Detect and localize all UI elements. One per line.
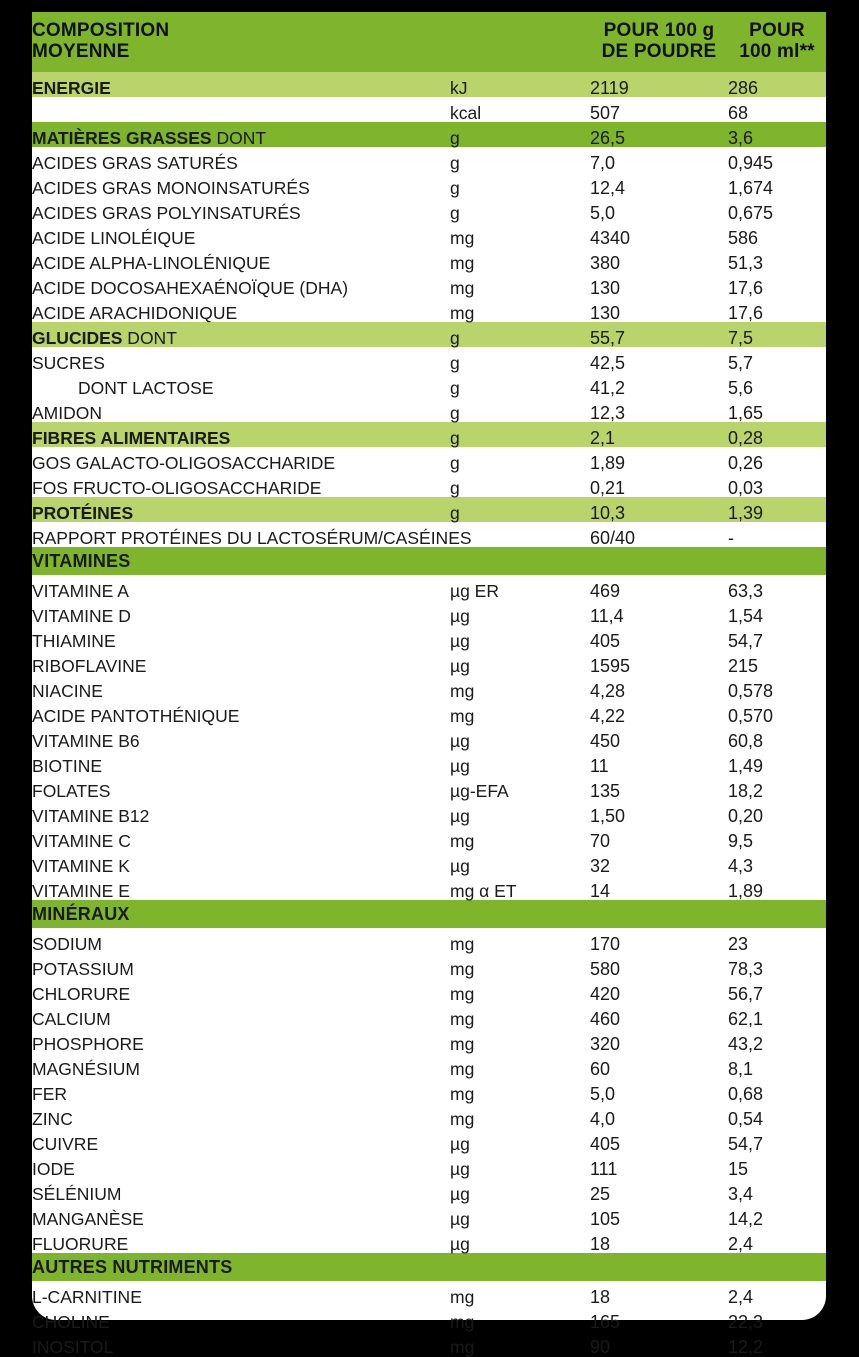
row-value-per-100g: 105 xyxy=(590,1209,621,1229)
row-value-per-100g: 60 xyxy=(590,1059,611,1079)
row-unit: g xyxy=(450,502,460,523)
row-value-per-100ml: 3,6 xyxy=(728,128,754,148)
table-row xyxy=(32,522,826,547)
row-value-per-100ml: 1,39 xyxy=(728,503,764,523)
row-unit: mg xyxy=(450,1083,475,1104)
row-unit: g xyxy=(450,477,460,498)
row-unit: mg xyxy=(450,1058,475,1079)
row-value-per-100ml: 3,4 xyxy=(728,1184,754,1204)
table-section-header xyxy=(32,900,826,928)
row-unit: µg xyxy=(450,755,470,776)
row-unit: mg xyxy=(450,705,475,726)
row-unit: g xyxy=(450,127,460,148)
row-value-per-100ml: 215 xyxy=(728,656,759,676)
table-row xyxy=(32,953,826,978)
table-row xyxy=(32,800,826,825)
row-unit: mg xyxy=(450,277,475,298)
row-value-per-100g: 580 xyxy=(590,959,621,979)
header-per-100g-line1: POUR 100 g xyxy=(603,20,715,42)
row-value-per-100ml: 43,2 xyxy=(728,1034,764,1054)
row-value-per-100g: 11 xyxy=(590,756,609,776)
row-unit: mg xyxy=(450,1108,475,1129)
row-label: GLUCIDES DONT xyxy=(32,327,177,348)
row-label: FER xyxy=(32,1083,67,1104)
table-header xyxy=(32,12,826,72)
table-row xyxy=(32,1053,826,1078)
row-unit: g xyxy=(450,202,460,223)
row-value-per-100ml: 4,3 xyxy=(728,856,754,876)
row-value-per-100ml: 586 xyxy=(728,228,759,248)
row-label: POTASSIUM xyxy=(32,958,134,979)
row-value-per-100g xyxy=(590,900,728,928)
row-value-per-100ml: 17,6 xyxy=(728,278,764,298)
row-value-per-100ml: 63,3 xyxy=(728,581,764,601)
row-unit: mg xyxy=(450,1336,475,1357)
row-value-per-100g: 4,22 xyxy=(590,706,626,726)
table-row xyxy=(32,1153,826,1178)
row-unit: g xyxy=(450,452,460,473)
row-value-per-100g: 18 xyxy=(590,1287,611,1307)
row-value-per-100g xyxy=(590,1253,728,1281)
row-value-per-100g: 507 xyxy=(590,103,621,123)
row-label: FLUORURE xyxy=(32,1233,129,1254)
header-per-100ml xyxy=(728,12,826,72)
table-row xyxy=(32,247,826,272)
table-row xyxy=(32,725,826,750)
row-value-per-100g: 10,3 xyxy=(590,503,626,523)
table-row xyxy=(32,875,826,900)
row-label: RAPPORT PROTÉINES DU LACTOSÉRUM/CASÉINES xyxy=(32,527,472,548)
row-label: AMIDON xyxy=(32,402,102,423)
row-value-per-100g: 420 xyxy=(590,984,621,1004)
row-value-per-100ml xyxy=(728,1253,826,1281)
row-value-per-100ml: 68 xyxy=(728,103,749,123)
row-unit: µg xyxy=(450,655,470,676)
row-value-per-100g: 5,0 xyxy=(590,203,616,223)
row-value-per-100ml: 51,3 xyxy=(728,253,764,273)
row-value-per-100ml: 23 xyxy=(728,934,749,954)
table-row xyxy=(32,1203,826,1228)
row-label: CHOLINE xyxy=(32,1311,110,1332)
row-label: ACIDE DOCOSAHEXAÉNOÏQUE (DHA) xyxy=(32,277,349,298)
row-label-suffix: DONT xyxy=(211,127,267,148)
row-label: BIOTINE xyxy=(32,755,103,776)
row-label: MINÉRAUX xyxy=(32,904,130,924)
row-value-per-100g: 4,28 xyxy=(590,681,626,701)
row-value-per-100ml: 0,03 xyxy=(728,478,764,498)
row-unit: g xyxy=(450,402,460,423)
row-unit: µg-EFA xyxy=(450,780,509,801)
header-per-100g-line2: DE POUDRE xyxy=(601,41,717,62)
row-value-per-100ml: 60,8 xyxy=(728,731,764,751)
table-row xyxy=(32,600,826,625)
row-label: SÉLÉNIUM xyxy=(32,1183,122,1204)
table-header-row xyxy=(32,12,826,72)
row-label: CHLORURE xyxy=(32,983,131,1004)
row-unit: µg xyxy=(450,1133,470,1154)
row-value-per-100ml: 5,7 xyxy=(728,353,754,373)
row-unit: mg α ET xyxy=(450,880,517,901)
row-label: SODIUM xyxy=(32,933,102,954)
table-row xyxy=(32,322,826,347)
row-unit: µg xyxy=(450,1208,470,1229)
table-row xyxy=(32,97,826,122)
row-unit xyxy=(450,900,590,928)
table-row xyxy=(32,1003,826,1028)
row-value-per-100g: 320 xyxy=(590,1034,621,1054)
row-value-per-100ml: 7,5 xyxy=(728,328,754,348)
nutrition-table-card xyxy=(32,12,826,1357)
row-unit: mg xyxy=(450,1311,475,1332)
row-unit: mg xyxy=(450,1286,475,1307)
row-value-per-100g: 12,4 xyxy=(590,178,626,198)
row-value-per-100g: 55,7 xyxy=(590,328,626,348)
table-row xyxy=(32,222,826,247)
row-value-per-100ml: 1,65 xyxy=(728,403,764,423)
row-value-per-100ml: 62,1 xyxy=(728,1009,764,1029)
table-row xyxy=(32,1281,826,1306)
row-label: L-CARNITINE xyxy=(32,1286,142,1307)
row-value-per-100ml: 1,89 xyxy=(728,881,764,901)
row-value-per-100ml: 17,6 xyxy=(728,303,764,323)
table-row xyxy=(32,297,826,322)
row-value-per-100g: 18 xyxy=(590,1234,611,1254)
row-value-per-100g: 1,50 xyxy=(590,806,626,826)
table-row xyxy=(32,1103,826,1128)
row-value-per-100g: 25 xyxy=(590,1184,611,1204)
table-row xyxy=(32,347,826,372)
row-value-per-100ml: 56,7 xyxy=(728,984,764,1004)
row-unit: mg xyxy=(450,958,475,979)
row-value-per-100ml: 1,674 xyxy=(728,178,774,198)
row-value-per-100g: 14 xyxy=(590,881,611,901)
row-unit: µg xyxy=(450,630,470,651)
row-value-per-100g: 70 xyxy=(590,831,611,851)
row-value-per-100ml: 15 xyxy=(728,1159,749,1179)
row-value-per-100g: 60/40 xyxy=(590,528,636,548)
table-section-header xyxy=(32,547,826,575)
row-unit: mg xyxy=(450,830,475,851)
table-row xyxy=(32,197,826,222)
row-unit: mg xyxy=(450,983,475,1004)
row-value-per-100g: 460 xyxy=(590,1009,621,1029)
row-value-per-100ml xyxy=(728,547,826,575)
row-label: ACIDE ALPHA-LINOLÉNIQUE xyxy=(32,252,271,273)
table-row xyxy=(32,650,826,675)
row-value-per-100ml: 0,28 xyxy=(728,428,764,448)
row-unit: g xyxy=(450,352,460,373)
row-value-per-100ml: 1,54 xyxy=(728,606,764,626)
row-value-per-100g: 405 xyxy=(590,631,621,651)
row-value-per-100ml: 286 xyxy=(728,78,759,98)
table-row xyxy=(32,472,826,497)
row-value-per-100ml: 78,3 xyxy=(728,959,764,979)
table-row xyxy=(32,1128,826,1153)
row-label: ACIDE ARACHIDONIQUE xyxy=(32,302,238,323)
row-value-per-100ml: 9,5 xyxy=(728,831,754,851)
table-row xyxy=(32,978,826,1003)
row-value-per-100g: 2,1 xyxy=(590,428,616,448)
table-row xyxy=(32,122,826,147)
row-value-per-100g: 90 xyxy=(590,1337,611,1357)
row-label: VITAMINE K xyxy=(32,855,130,876)
row-value-per-100g: 1595 xyxy=(590,656,631,676)
row-unit: mg xyxy=(450,680,475,701)
table-row xyxy=(32,72,826,97)
row-unit: g xyxy=(450,427,460,448)
row-unit: g xyxy=(450,327,460,348)
row-value-per-100g: 7,0 xyxy=(590,153,616,173)
row-value-per-100ml xyxy=(728,900,826,928)
row-value-per-100ml: 0,945 xyxy=(728,153,774,173)
row-unit: g xyxy=(450,377,460,398)
row-value-per-100ml: - xyxy=(728,528,734,548)
row-value-per-100g: 12,3 xyxy=(590,403,626,423)
row-unit: kJ xyxy=(450,77,468,98)
table-row xyxy=(32,1028,826,1053)
table-body xyxy=(32,72,826,1356)
row-value-per-100g: 170 xyxy=(590,934,621,954)
row-label: DONT LACTOSE xyxy=(78,377,214,398)
row-label: ACIDES GRAS POLYINSATURÉS xyxy=(32,202,301,223)
row-value-per-100g: 4340 xyxy=(590,228,631,248)
row-label: INOSITOL xyxy=(32,1336,114,1357)
table-row xyxy=(32,1078,826,1103)
row-value-per-100g: 469 xyxy=(590,581,621,601)
row-label: FOLATES xyxy=(32,780,111,801)
row-value-per-100g: 4,0 xyxy=(590,1109,616,1129)
row-label: SUCRES xyxy=(32,352,105,373)
table-row xyxy=(32,397,826,422)
row-unit: µg xyxy=(450,1158,470,1179)
table-row xyxy=(32,928,826,953)
row-label: VITAMINE A xyxy=(32,580,129,601)
row-unit: g xyxy=(450,177,460,198)
row-value-per-100ml: 12,2 xyxy=(728,1337,764,1357)
row-label: VITAMINE E xyxy=(32,880,130,901)
row-value-per-100g: 111 xyxy=(590,1159,618,1179)
row-label: FOS FRUCTO-OLIGOSACCHARIDE xyxy=(32,477,322,498)
row-unit: mg xyxy=(450,1033,475,1054)
row-label: RIBOFLAVINE xyxy=(32,655,147,676)
row-label: ACIDES GRAS MONOINSATURÉS xyxy=(32,177,310,198)
row-label: GOS GALACTO-OLIGOSACCHARIDE xyxy=(32,452,336,473)
table-row xyxy=(32,497,826,522)
row-value-per-100ml: 0,20 xyxy=(728,806,764,826)
table-row xyxy=(32,575,826,600)
row-value-per-100g: 135 xyxy=(590,781,621,801)
row-label: VITAMINE C xyxy=(32,830,131,851)
row-value-per-100g: 32 xyxy=(590,856,611,876)
row-value-per-100ml: 22,3 xyxy=(728,1312,764,1332)
table-row xyxy=(32,700,826,725)
row-label: ACIDES GRAS SATURÉS xyxy=(32,152,238,173)
row-value-per-100ml: 0,54 xyxy=(728,1109,764,1129)
row-value-per-100g: 165 xyxy=(590,1312,621,1332)
row-value-per-100ml: 8,1 xyxy=(728,1059,754,1079)
row-label: VITAMINES xyxy=(32,551,131,571)
row-value-per-100g: 41,2 xyxy=(590,378,626,398)
row-label: VITAMINE D xyxy=(32,605,131,626)
row-label: MANGANÈSE xyxy=(32,1208,144,1229)
row-unit xyxy=(450,547,590,575)
row-unit: µg xyxy=(450,730,470,751)
row-value-per-100ml: 18,2 xyxy=(728,781,764,801)
header-per-100ml-line1: POUR xyxy=(749,20,805,42)
row-unit: µg xyxy=(450,605,470,626)
row-value-per-100g: 26,5 xyxy=(590,128,626,148)
row-label: AUTRES NUTRIMENTS xyxy=(32,1257,233,1277)
header-per-100ml-line2: 100 ml** xyxy=(739,41,815,62)
row-label: FIBRES ALIMENTAIRES xyxy=(32,427,231,448)
row-label: VITAMINE B6 xyxy=(32,730,140,751)
row-label: PROTÉINES xyxy=(32,502,134,523)
row-value-per-100g xyxy=(590,547,728,575)
row-label: PHOSPHORE xyxy=(32,1033,144,1054)
row-label: VITAMINE B12 xyxy=(32,805,150,826)
row-value-per-100g: 11,4 xyxy=(590,606,624,626)
row-unit: mg xyxy=(450,227,475,248)
row-label: ENERGIE xyxy=(32,77,111,98)
table-row xyxy=(32,1331,826,1356)
row-unit: µg xyxy=(450,1183,470,1204)
row-label: MAGNÉSIUM xyxy=(32,1058,140,1079)
row-label xyxy=(32,97,450,122)
row-label: ACIDE LINOLÉIQUE xyxy=(32,227,196,248)
row-unit: mg xyxy=(450,933,475,954)
header-composition-line2: MOYENNE xyxy=(32,41,130,62)
row-unit: kcal xyxy=(450,102,482,123)
row-value-per-100g: 380 xyxy=(590,253,621,273)
table-row xyxy=(32,1306,826,1331)
nutrition-table xyxy=(32,12,826,1356)
row-value-per-100ml: 0,675 xyxy=(728,203,774,223)
table-section-header xyxy=(32,1253,826,1281)
row-label: CALCIUM xyxy=(32,1008,111,1029)
row-unit: µg ER xyxy=(450,580,499,601)
row-value-per-100ml: 2,4 xyxy=(728,1234,754,1254)
header-unit-column xyxy=(450,12,590,72)
row-value-per-100ml: 0,26 xyxy=(728,453,764,473)
header-per-100g-powder xyxy=(590,12,728,72)
row-label: CUIVRE xyxy=(32,1133,99,1154)
row-label: NIACINE xyxy=(32,680,103,701)
row-value-per-100g: 2119 xyxy=(590,78,629,98)
row-value-per-100g: 450 xyxy=(590,731,621,751)
row-unit xyxy=(450,1253,590,1281)
row-label: ACIDE PANTOTHÉNIQUE xyxy=(32,705,240,726)
row-label-suffix: DONT xyxy=(122,327,177,348)
row-value-per-100ml: 0,68 xyxy=(728,1084,764,1104)
table-row xyxy=(32,825,826,850)
row-value-per-100ml: 5,6 xyxy=(728,378,754,398)
row-value-per-100g: 130 xyxy=(590,278,621,298)
row-unit: µg xyxy=(450,855,470,876)
table-row xyxy=(32,1228,826,1253)
row-unit: mg xyxy=(450,1008,475,1029)
table-row xyxy=(32,422,826,447)
row-value-per-100ml: 54,7 xyxy=(728,1134,764,1154)
row-value-per-100g: 1,89 xyxy=(590,453,626,473)
row-label: IODE xyxy=(32,1158,75,1179)
row-value-per-100ml: 2,4 xyxy=(728,1287,754,1307)
row-value-per-100g: 5,0 xyxy=(590,1084,616,1104)
row-value-per-100ml: 1,49 xyxy=(728,756,764,776)
table-row xyxy=(32,675,826,700)
row-unit: g xyxy=(450,152,460,173)
row-value-per-100ml: 14,2 xyxy=(728,1209,764,1229)
table-row xyxy=(32,172,826,197)
table-row xyxy=(32,625,826,650)
row-label: THIAMINE xyxy=(32,630,116,651)
table-row xyxy=(32,372,826,397)
table-row xyxy=(32,775,826,800)
row-value-per-100ml: 0,570 xyxy=(728,706,774,726)
row-value-per-100g: 405 xyxy=(590,1134,621,1154)
row-value-per-100g: 130 xyxy=(590,303,621,323)
row-label: MATIÈRES GRASSES DONT xyxy=(32,127,267,148)
table-row xyxy=(32,750,826,775)
table-row xyxy=(32,147,826,172)
row-unit: µg xyxy=(450,1233,470,1254)
row-value-per-100g: 0,21 xyxy=(590,478,626,498)
row-unit: µg xyxy=(450,805,470,826)
header-composition xyxy=(32,12,450,72)
row-value-per-100ml: 0,578 xyxy=(728,681,774,701)
table-row xyxy=(32,447,826,472)
table-row xyxy=(32,850,826,875)
row-value-per-100ml: 54,7 xyxy=(728,631,764,651)
row-unit: mg xyxy=(450,252,475,273)
row-value-per-100g: 42,5 xyxy=(590,353,626,373)
table-row xyxy=(32,1178,826,1203)
row-unit: mg xyxy=(450,302,475,323)
header-composition-line1: COMPOSITION xyxy=(32,20,170,42)
table-row xyxy=(32,272,826,297)
row-label: ZINC xyxy=(32,1108,73,1129)
